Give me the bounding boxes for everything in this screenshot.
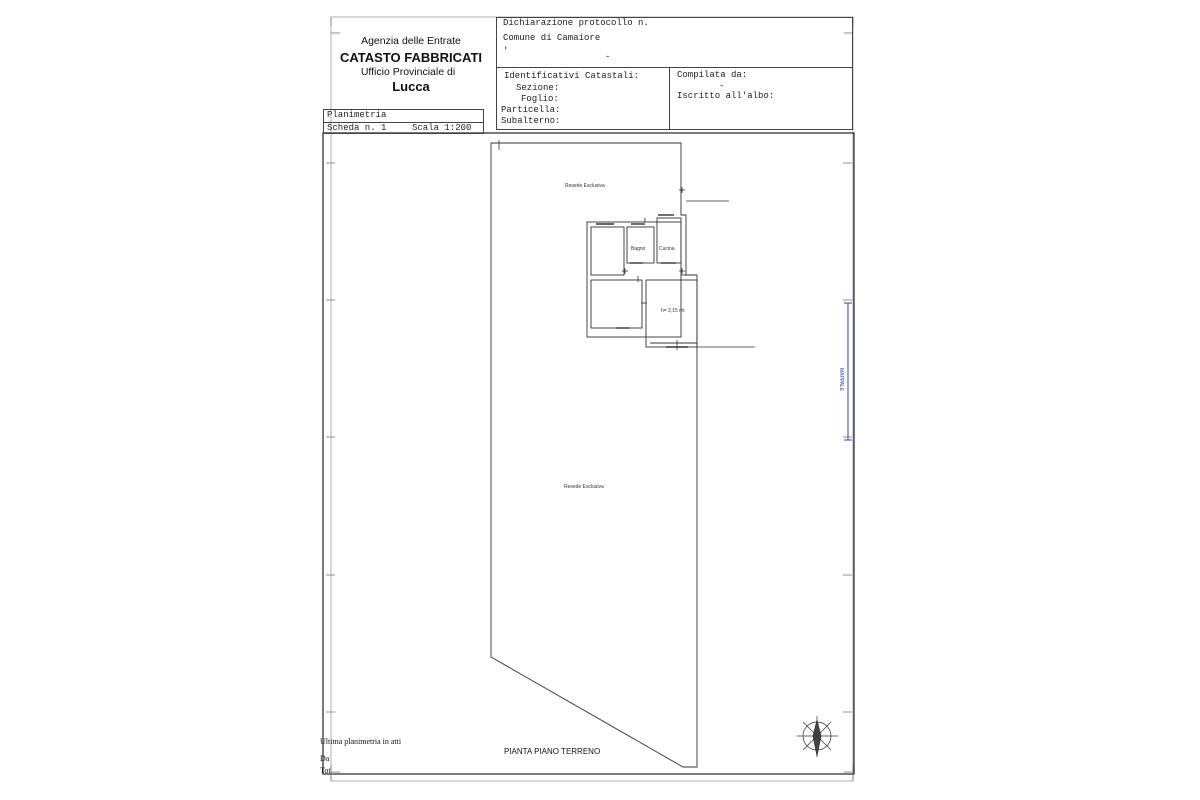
ultima-planimetria: Ultima planimetria in atti [320,737,402,746]
height-label: h= 2,15 ml [661,308,685,314]
side-note: MAPPALE [838,368,844,392]
ufficio-title: Ufficio Provinciale di [360,66,456,78]
compilata-dash: - [719,81,725,91]
north-arrow-icon [797,716,838,757]
protocol-label: Dichiarazione protocollo n. [503,18,649,28]
particella-label: Particella: [501,105,561,115]
subalterno-label: Subalterno: [501,116,561,126]
foglio-label: Foglio: [521,94,559,104]
catasto-title: CATASTO FABBRICATI [339,50,483,65]
plan-caption: PIANTA PIANO TERRENO [504,747,601,756]
sezione-label: Sezione: [516,83,560,93]
resede-bottom-label: Resede Esclusiva [564,484,604,490]
address-dash: - [605,52,611,62]
footer-da: Da [320,754,330,763]
compilata-label: Compilata da: [677,70,748,80]
resede-top-label: Resede Esclusiva [565,183,605,189]
cucina-label: Cucina [659,246,675,252]
comune-label: Comune di Camaiore [503,33,601,43]
scheda-label: Scheda n. 1 [327,123,387,133]
planimetria-label: Planimetria [327,110,387,120]
iscritto-label: Iscritto all'albo: [677,91,775,101]
agency-name: Agenzia delle Entrate [361,35,461,47]
scala-label: Scala 1:200 [412,123,472,133]
bagno-label: Bagno [631,246,646,252]
identifiers-title: Identificativi Catastali: [504,71,640,81]
address-mark: ' [503,46,509,56]
footer-tot: Tot [320,766,331,775]
city-title: Lucca [392,79,430,94]
